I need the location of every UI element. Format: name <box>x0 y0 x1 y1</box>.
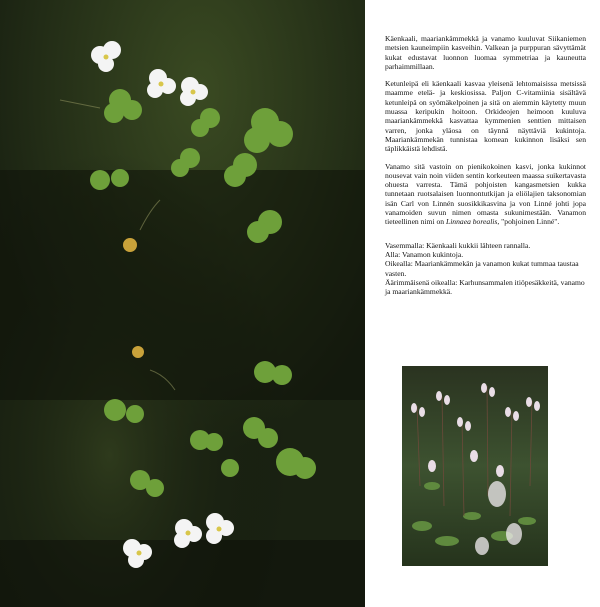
intro-paragraph: Käenkaali, maariankämmekkä ja vanamo kuuluvat Siikaniemen metsien kauneimpiin kasveihin. Valkean ja purppuran sävyttämät kukat edustavat luonnon luomaa symmetriaa ja kauneutta parhaimmillaan. <box>385 34 586 71</box>
caption-far-right: Äärimmäisenä oikealla: Karhunsammalen itiöpesäkkeitä, vanamo ja maariankämmekkä. <box>385 277 585 297</box>
caption-left: Vasemmalla: Käenkaali kukkii lähteen rannalla. <box>385 240 531 250</box>
twinflower-paragraph <box>385 162 586 227</box>
wood-sorrel-paragraph: Ketunleipä eli käenkaali kasvaa yleisenä lehtomaisissa metsissä maamme etelä- ja keskiosissa. Paljon C-vitamiinia sisältävä ketunleipä on syömäkelpoinen ja sitä on aiemmin käytetty muun muassa keripukin hoitoon. Orkideojen heimoon kuuluva maariankämmekkä kasvattaa kymmenien senttien mittaisen varren, jonka yläosa on täynnä näyttäviä kukintoja. Maariankämmekän tunnistaa komean kukinnon lisäksi sen täplikkäistä lehdistä. <box>385 79 586 154</box>
twinflower-text-end: , "pohjoinen Linné". <box>497 217 560 227</box>
article-text <box>385 34 586 304</box>
twinflower-text: Vanamo sitä vastoin on pienikokoinen kasvi, jonka kukinnot nousevat vain noin viiden sentin korkeuteen maassa suikertavasta ohuesta varresta. Tämä pohjoisten kangasmetsien kukka tunnetaan ruotsalaisen luonnontutkijan ja eliölajien taksonomian isän Carl von Linnén suosikkikasvina ja von Linné johti jopa vanamoiden suvun nimen omasta sukunimestään. Vanamon tieteellinen nimi on <box>385 161 586 227</box>
captions <box>385 241 586 297</box>
twinflower-photo <box>402 366 548 566</box>
latin-name: Linnaea borealis <box>445 217 498 227</box>
caption-below: Alla: Vanamon kukintoja. <box>385 249 464 259</box>
caption-right: Oikealla: Maariankämmekän ja vanamon kukat tummaa taustaa vasten. <box>385 259 579 278</box>
